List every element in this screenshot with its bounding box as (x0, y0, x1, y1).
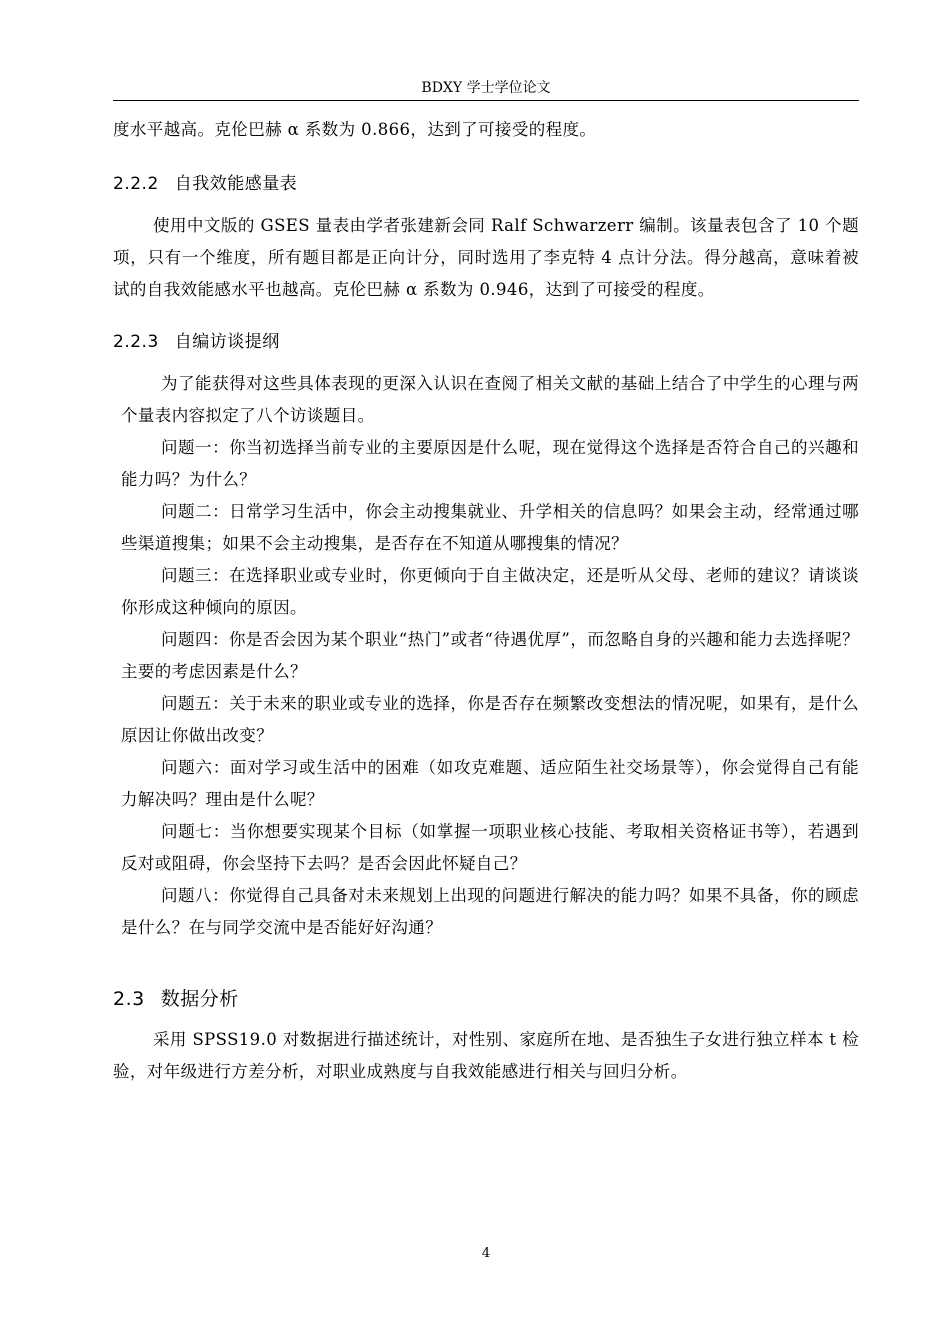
section-heading-2-2-3 (113, 326, 859, 358)
body-paragraph: 采用 SPSS19.0 对数据进行描述统计，对性别、家庭所在地、是否独生子女进行独立样本 t 检验，对年级进行方差分析，对职业成熟度与自我效能感进行相关与回归分析。 (113, 1030, 859, 1081)
interview-question: 问题二：日常学习生活中，你会主动搜集就业、升学相关的信息吗？如果会主动，经常通过哪些渠道搜集；如果不会主动搜集，是否存在不知道从哪搜集的情况？ (121, 502, 859, 553)
section-number: 2.3 (113, 988, 145, 1010)
interview-question: 问题一：你当初选择当前专业的主要原因是什么呢，现在觉得这个选择是否符合自己的兴趣和能力吗？为什么？ (121, 438, 859, 489)
section-heading-2-2-2 (113, 168, 859, 200)
interview-question: 问题四：你是否会因为某个职业“热门”或者“待遇优厚”，而忽略自身的兴趣和能力去选择呢？主要的考虑因素是什么？ (121, 630, 859, 681)
interview-question: 问题六：面对学习或生活中的困难（如攻克难题、适应陌生社交场景等），你会觉得自己有能力解决吗？理由是什么呢？ (121, 758, 859, 809)
interview-question: 问题七：当你想要实现某个目标（如掌握一项职业核心技能、考取相关资格证书等），若遇到反对或阻碍，你会坚持下去吗？是否会因此怀疑自己？ (121, 822, 859, 873)
running-header: BDXY 学士学位论文 (421, 80, 551, 96)
interview-question: 问题八：你觉得自己具备对未来规划上出现的问题进行解决的能力吗？如果不具备，你的顾虑是什么？在与同学交流中是否能好好沟通？ (121, 886, 859, 937)
header-divider (113, 100, 859, 101)
page-body (113, 114, 859, 1088)
section-title: 自我效能感量表 (174, 174, 298, 194)
body-paragraph: 为了能获得对这些具体表现的更深入认识在查阅了相关文献的基础上结合了中学生的心理与两个量表内容拟定了八个访谈题目。 (121, 374, 859, 425)
continued-paragraph: 度水平越高。克伦巴赫 α 系数为 0.866，达到了可接受的程度。 (113, 120, 597, 139)
section-number: 2.2.3 (113, 332, 159, 352)
section-title: 自编访谈提纲 (174, 332, 280, 352)
interview-question: 问题五：关于未来的职业或专业的选择，你是否存在频繁改变想法的情况呢，如果有，是什么原因让你做出改变？ (121, 694, 859, 745)
section-heading-2-3 (113, 982, 859, 1016)
section-number: 2.2.2 (113, 174, 159, 194)
page-number: 4 (481, 1246, 491, 1261)
interview-question: 问题三：在选择职业或专业时，你更倾向于自主做决定，还是听从父母、老师的建议？请谈谈你形成这种倾向的原因。 (121, 566, 859, 617)
section-title: 数据分析 (160, 988, 239, 1010)
body-paragraph: 使用中文版的 GSES 量表由学者张建新会同 Ralf Schwarzerr 编制。该量表包含了 10 个题项，只有一个维度，所有题目都是正向计分，同时选用了李克特 4 点计分法。得分越高，意味着被试的自我效能感水平也越高。克伦巴赫 α 系数为 0.946，达到了可接受的程度。 (113, 216, 859, 299)
